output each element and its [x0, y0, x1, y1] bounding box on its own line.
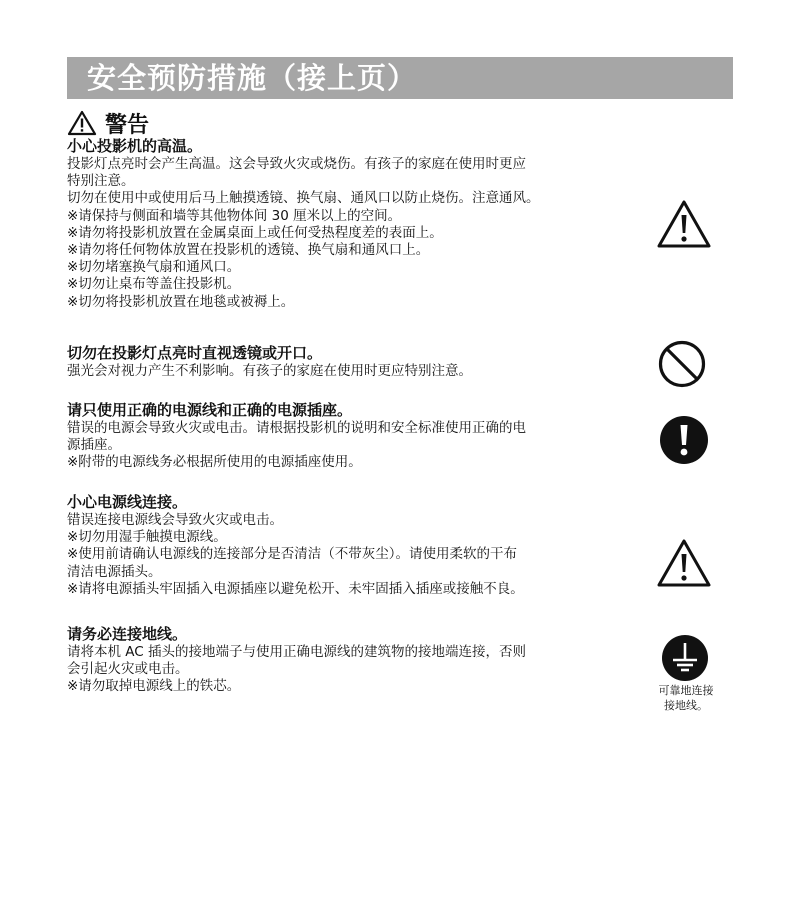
section-title: 请务必连接地线。	[67, 625, 188, 643]
ground-caption-line: 可靠地连接	[658, 684, 714, 697]
text-line: 错误的电源会导致火灾或电击。请根据投影机的说明和安全标准使用正确的电	[67, 420, 526, 436]
text-line: ※切勿堵塞换气扇和通风口。	[67, 259, 241, 276]
text-line: 切勿在使用中或使用后马上触摸透镜、换气扇、通风口以防止烧伤。注意通风。	[67, 190, 540, 207]
mandatory-exclamation-icon	[659, 415, 709, 465]
section-high-temperature	[67, 137, 637, 311]
section-title: 小心电源线连接。	[67, 493, 188, 511]
warning-small-triangle-icon	[67, 110, 97, 136]
section-title: 切勿在投影灯点亮时直视透镜或开口。	[67, 344, 323, 362]
section-do-not-look-into-lens	[67, 344, 637, 380]
section-correct-power-cord	[67, 401, 637, 472]
section-title: 小心投影机的高温。	[67, 137, 203, 155]
text-line: 清洁电源插头。	[67, 563, 162, 580]
section-title: 请只使用正确的电源线和正确的电源插座。	[67, 401, 353, 419]
text-line: 源插座。	[67, 437, 121, 454]
warning-label: 警告	[105, 112, 150, 138]
text-line: 特别注意。	[67, 173, 135, 190]
text-line: ※请勿将投影机放置在金属桌面上或任何受热程度差的表面上。	[67, 224, 443, 241]
text-line: 投影灯点亮时会产生高温。这会导致火灾或烧伤。有孩子的家庭在使用时更应	[67, 156, 526, 172]
warning-triangle-icon	[656, 199, 712, 249]
text-line: ※请勿取掉电源线上的铁芯。	[67, 678, 241, 695]
text-line: 会引起火灾或电击。	[67, 661, 189, 678]
section-power-cord-connection	[67, 493, 637, 598]
text-line: 请将本机 AC 插头的接地端子与使用正确电源线的建筑物的接地端连接，否则	[67, 644, 527, 660]
page-title: 安全预防措施（接上页）	[67, 57, 733, 99]
text-line: 强光会对视力产生不利影响。有孩子的家庭在使用时更应特别注意。	[67, 363, 472, 379]
text-line: ※附带的电源线务必根据所使用的电源插座使用。	[67, 454, 362, 471]
ground-caption	[646, 683, 726, 713]
ground-icon	[661, 634, 709, 682]
prohibition-icon	[657, 339, 707, 389]
text-line: ※使用前请确认电源线的连接部分是否清洁（不带灰尘）。请使用柔软的干布	[67, 546, 518, 563]
warning-heading	[67, 108, 149, 138]
text-line: ※请勿将任何物体放置在投影机的透镜、换气扇和通风口上。	[67, 242, 430, 259]
text-line: ※切勿将投影机放置在地毯或被褥上。	[67, 293, 295, 310]
text-line: ※切勿用湿手触摸电源线。	[67, 529, 227, 546]
text-line: ※请将电源插头牢固插入电源插座以避免松开、未牢固插入插座或接触不良。	[67, 580, 524, 597]
warning-triangle-icon	[656, 538, 712, 588]
section-ground-connection	[67, 625, 637, 696]
text-line: ※请保持与侧面和墙等其他物体间 30 厘米以上的空间。	[67, 207, 402, 224]
ground-caption-line: 接地线。	[664, 699, 708, 712]
text-line: ※切勿让桌布等盖住投影机。	[67, 276, 241, 293]
text-line: 错误连接电源线会导致火灾或电击。	[67, 512, 283, 528]
